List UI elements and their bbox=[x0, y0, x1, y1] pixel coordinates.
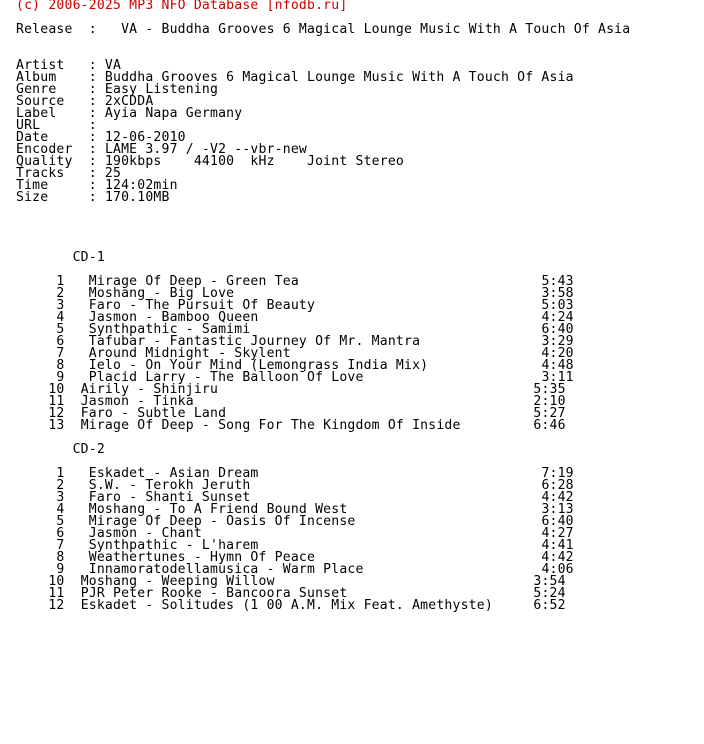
disc-title bbox=[16, 252, 630, 264]
track-number: 5 bbox=[56, 514, 65, 529]
track-number: 9 bbox=[56, 370, 65, 385]
info-key: Date bbox=[16, 130, 49, 145]
track-name: Faro - Subtle Land bbox=[80, 406, 227, 421]
track-number: 2 bbox=[56, 286, 65, 301]
track-number: 1 bbox=[56, 274, 65, 289]
info-key: URL bbox=[16, 118, 41, 133]
disc-title bbox=[16, 444, 630, 456]
info-key: Album bbox=[16, 70, 57, 85]
track-name: Jasmon - Bamboo Queen bbox=[88, 310, 259, 325]
track-time: 4:42 bbox=[541, 550, 574, 565]
info-key: Tracks bbox=[16, 166, 65, 181]
track-time: 4:27 bbox=[541, 526, 574, 541]
info-value: 2xCDDA bbox=[104, 94, 154, 109]
info-value: 12-06-2010 bbox=[104, 130, 186, 145]
nfo-banner bbox=[16, 0, 630, 12]
banner-text: (c) 2006-2025 MP3 NFO Database [nfodb.ru] bbox=[16, 0, 348, 13]
track-name: Moshang - Weeping Willow bbox=[80, 574, 275, 589]
track-time: 4:48 bbox=[541, 358, 574, 373]
track-time: 6:40 bbox=[541, 514, 574, 529]
info-value: 190kbps 44100 kHz Joint Stereo bbox=[104, 154, 405, 169]
info-block bbox=[16, 60, 630, 204]
track-time: 5:03 bbox=[541, 298, 574, 313]
track-name: S.W. - Terokh Jeruth bbox=[88, 478, 251, 493]
blank-line bbox=[16, 228, 630, 240]
track-number: 2 bbox=[56, 478, 65, 493]
info-row: Date : 12-06-2010 bbox=[16, 130, 186, 145]
track-name: Mirage Of Deep - Green Tea bbox=[88, 274, 299, 289]
track-time: 5:27 bbox=[533, 406, 566, 421]
info-key: Source bbox=[16, 94, 65, 109]
track-number: 7 bbox=[56, 346, 65, 361]
info-key: Time bbox=[16, 178, 49, 193]
track-time: 3:11 bbox=[541, 370, 574, 385]
track-time: 3:29 bbox=[541, 334, 574, 349]
track-time: 5:35 bbox=[533, 382, 566, 397]
info-row: Time : 124:02min bbox=[16, 178, 178, 193]
info-row: Source : 2xCDDA bbox=[16, 94, 154, 109]
track-name: PJR Peter Rooke - Bancoora Sunset bbox=[80, 586, 348, 601]
info-row: Artist : VA bbox=[16, 58, 122, 73]
track-number: 10 bbox=[48, 574, 65, 589]
track-number: 11 bbox=[48, 394, 65, 409]
info-value: LAME 3.97 / -V2 --vbr-new bbox=[104, 142, 308, 157]
info-value: 25 bbox=[104, 166, 122, 181]
track-number: 7 bbox=[56, 538, 65, 553]
info-row: Label : Ayia Napa Germany bbox=[16, 106, 243, 121]
track-time: 4:20 bbox=[541, 346, 574, 361]
track-name: Moshang - To A Friend Bound West bbox=[88, 502, 348, 517]
track-time: 5:24 bbox=[533, 586, 566, 601]
info-value: 170.10MB bbox=[104, 190, 170, 205]
track-time: 6:28 bbox=[541, 478, 574, 493]
track-number: 3 bbox=[56, 490, 65, 505]
track-time: 4:41 bbox=[541, 538, 574, 553]
info-key: Size bbox=[16, 190, 49, 205]
blank-line bbox=[16, 432, 630, 444]
blank-line bbox=[16, 240, 630, 252]
release-line: Release : VA - Buddha Grooves 6 Magical Lounge Music With A Touch Of Asia bbox=[16, 22, 631, 37]
info-row: Encoder : LAME 3.97 / -V2 --vbr-new bbox=[16, 142, 308, 157]
track-time: 3:54 bbox=[533, 574, 566, 589]
info-row: Genre : Easy Listening bbox=[16, 82, 219, 97]
info-key: Genre bbox=[16, 82, 57, 97]
track-number: 6 bbox=[56, 526, 65, 541]
track-name: Ielo - On Your Mind (Lemongrass India Mix) bbox=[88, 358, 429, 373]
track-number: 11 bbox=[48, 586, 65, 601]
track-time: 7:19 bbox=[541, 466, 574, 481]
disc-title-text: CD-2 bbox=[72, 442, 105, 457]
track-name: Mirage Of Deep - Song For The Kingdom Of Inside bbox=[80, 418, 461, 433]
track-time: 6:46 bbox=[533, 418, 566, 433]
track-number: 8 bbox=[56, 550, 65, 565]
track-number: 4 bbox=[56, 310, 65, 325]
info-row: Album : Buddha Grooves 6 Magical Lounge Music With A Touch Of Asia bbox=[16, 70, 574, 85]
track-time: 3:13 bbox=[541, 502, 574, 517]
track-number: 8 bbox=[56, 358, 65, 373]
track-name: Synthpathic - L'harem bbox=[88, 538, 259, 553]
track-number: 4 bbox=[56, 502, 65, 517]
info-row: Size : 170.10MB bbox=[16, 190, 170, 205]
track-row bbox=[16, 600, 630, 612]
blank-line bbox=[16, 216, 630, 228]
info-value: Easy Listening bbox=[104, 82, 219, 97]
info-key: Label bbox=[16, 106, 57, 121]
track-time: 4:06 bbox=[541, 562, 574, 577]
track-name: Jasmon - Tinka bbox=[80, 394, 194, 409]
info-key: Artist bbox=[16, 58, 65, 73]
info-row: Quality : 190kbps 44100 kHz Joint Stereo bbox=[16, 154, 405, 169]
track-name: Synthpathic - Samimi bbox=[88, 322, 251, 337]
track-name: Faro - Shanti Sunset bbox=[88, 490, 251, 505]
track-time: 6:52 bbox=[533, 598, 566, 613]
info-row: URL : bbox=[16, 118, 105, 133]
info-value: 124:02min bbox=[104, 178, 178, 193]
track-number: 1 bbox=[56, 466, 65, 481]
track-number: 3 bbox=[56, 298, 65, 313]
track-time: 4:24 bbox=[541, 310, 574, 325]
track-name: Mirage Of Deep - Oasis Of Incense bbox=[88, 514, 356, 529]
track-name: Tafubar - Fantastic Journey Of Mr. Mantra bbox=[88, 334, 421, 349]
nfo-text-block bbox=[16, 0, 630, 612]
track-name: Eskadet - Solitudes (1 00 A.M. Mix Feat. Amethyste) bbox=[80, 598, 493, 613]
tracklist-block bbox=[16, 252, 630, 612]
blank-line bbox=[16, 204, 630, 216]
track-number: 6 bbox=[56, 334, 65, 349]
track-name: Airily - Shinjiru bbox=[80, 382, 219, 397]
track-time: 2:10 bbox=[533, 394, 566, 409]
track-time: 5:43 bbox=[541, 274, 574, 289]
track-name: Faro - The Pursuit Of Beauty bbox=[88, 298, 316, 313]
info-key: Encoder bbox=[16, 142, 73, 157]
track-number: 9 bbox=[56, 562, 65, 577]
track-name: Eskadet - Asian Dream bbox=[88, 466, 259, 481]
track-row bbox=[16, 420, 630, 432]
track-number: 10 bbox=[48, 382, 65, 397]
release-title: VA - Buddha Grooves 6 Magical Lounge Music With A Touch Of Asia bbox=[121, 22, 631, 37]
track-number: 12 bbox=[48, 598, 65, 613]
track-time: 6:40 bbox=[541, 322, 574, 337]
track-name: Placid Larry - The Balloon Of Love bbox=[88, 370, 364, 385]
track-time: 3:58 bbox=[541, 286, 574, 301]
disc-title-text: CD-1 bbox=[72, 250, 105, 265]
track-number: 5 bbox=[56, 322, 65, 337]
track-name: Around Midnight - Skylent bbox=[88, 346, 291, 361]
release-label: Release bbox=[16, 22, 73, 37]
info-value: Ayia Napa Germany bbox=[104, 106, 243, 121]
track-name: Jasmon - Chant bbox=[88, 526, 202, 541]
info-row: Tracks : 25 bbox=[16, 166, 122, 181]
blank-line bbox=[16, 36, 630, 48]
track-number: 12 bbox=[48, 406, 65, 421]
track-name: Moshang - Big Love bbox=[88, 286, 235, 301]
track-number: 13 bbox=[48, 418, 65, 433]
info-value: VA bbox=[104, 58, 122, 73]
track-name: Weathertunes - Hymn Of Peace bbox=[88, 550, 316, 565]
info-value: Buddha Grooves 6 Magical Lounge Music With A Touch Of Asia bbox=[104, 70, 574, 85]
info-key: Quality bbox=[16, 154, 73, 169]
track-name: Innamoratodellamusica - Warm Place bbox=[88, 562, 364, 577]
track-time: 4:42 bbox=[541, 490, 574, 505]
